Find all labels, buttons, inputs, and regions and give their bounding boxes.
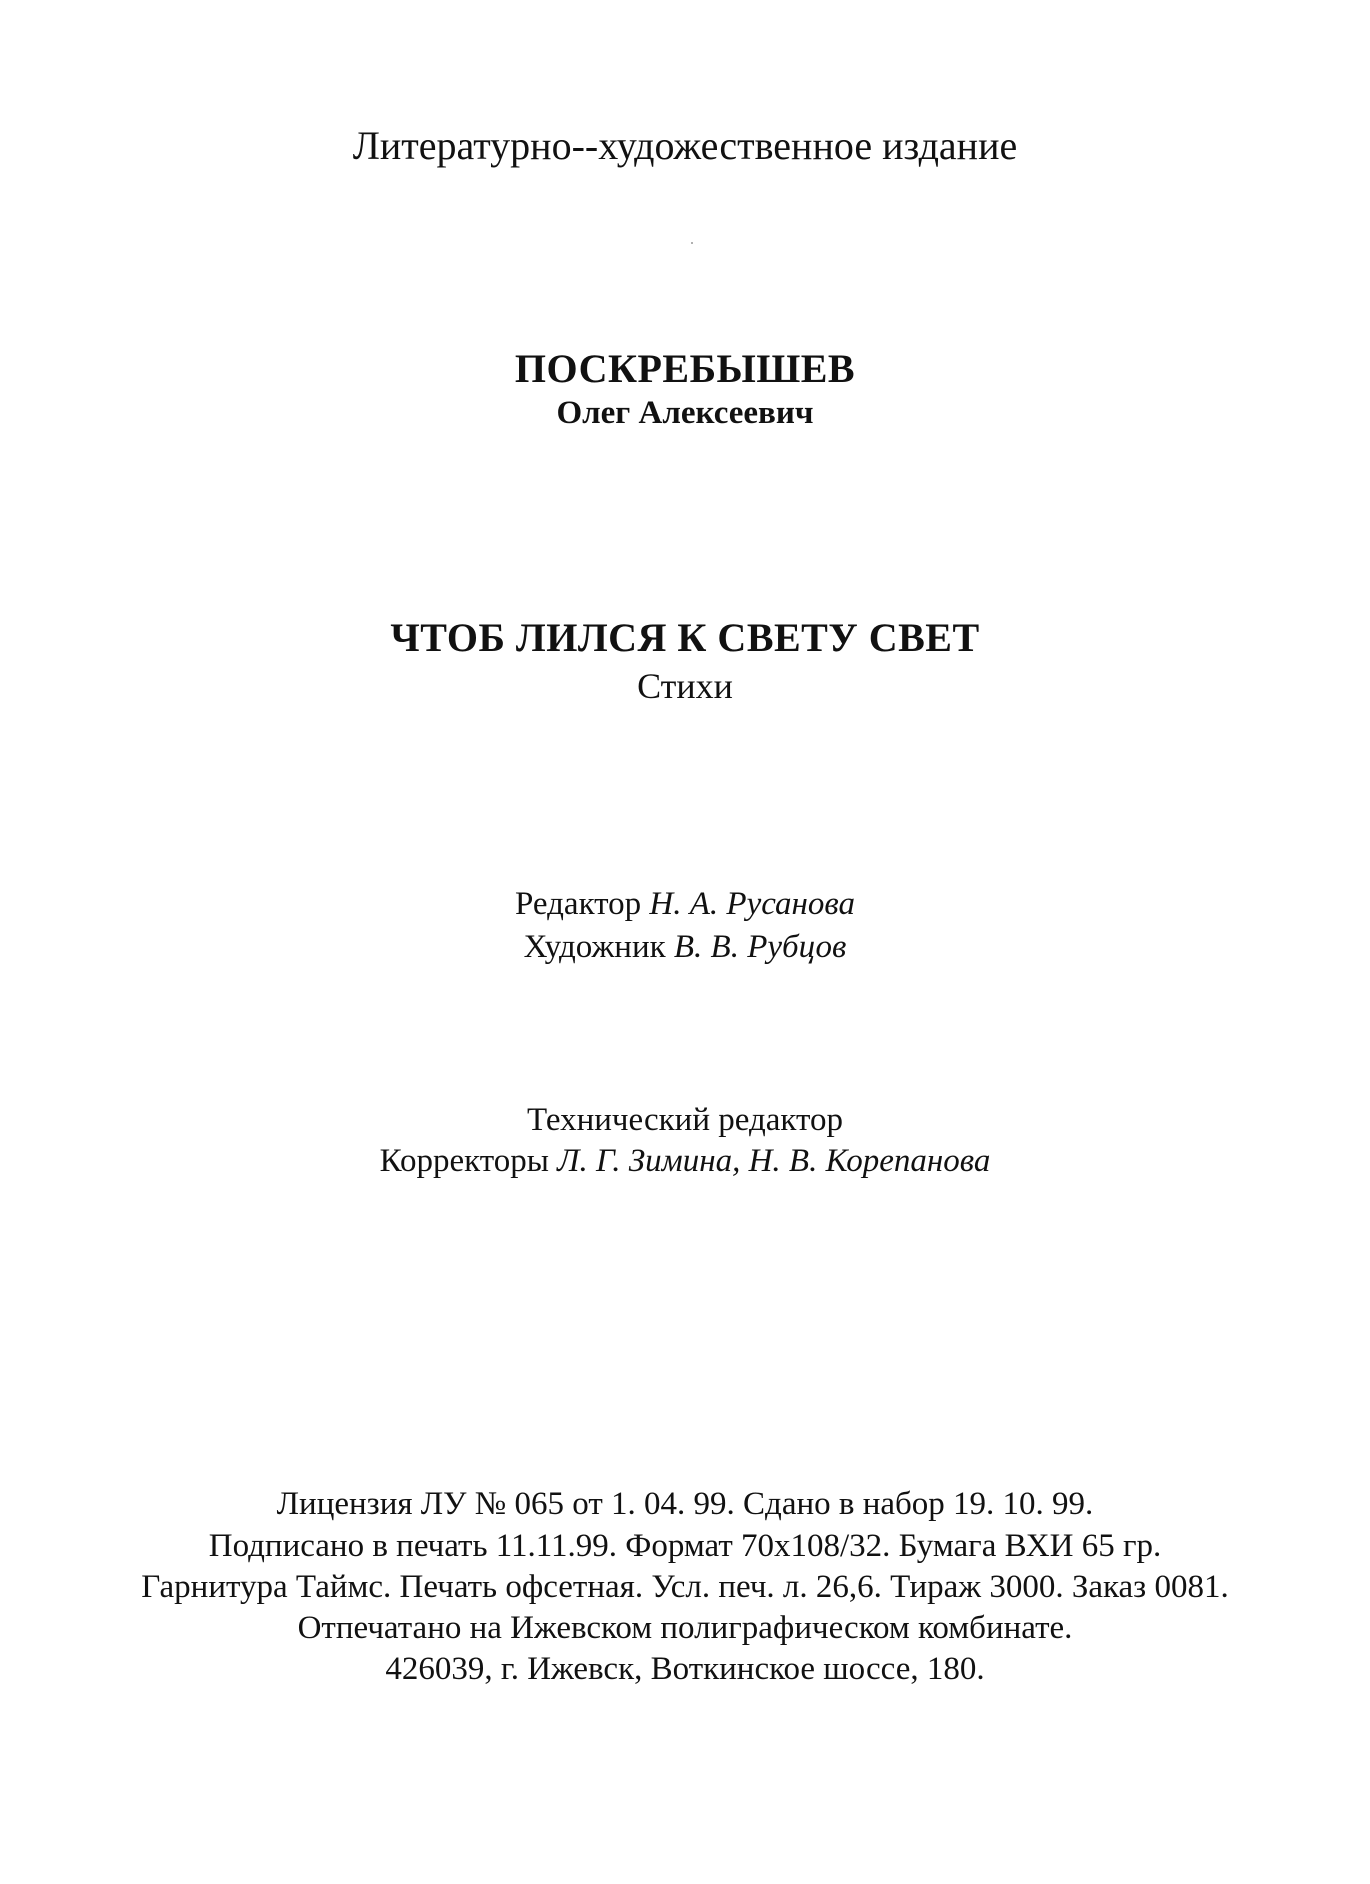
artist-label: Художник bbox=[523, 929, 666, 965]
editor-label: Редактор bbox=[515, 886, 642, 922]
artist-credit bbox=[0, 931, 1370, 964]
book-genre: Стихи bbox=[637, 666, 733, 706]
book-title: ЧТОБ ЛИЛСЯ К СВЕТУ СВЕТ bbox=[390, 615, 980, 660]
proofreaders-label: Корректоры bbox=[379, 1143, 549, 1179]
imprint-line: 426039, г. Ижевск, Воткинское шоссе, 180. bbox=[385, 1651, 985, 1687]
author-name: Олег Алексеевич bbox=[556, 395, 814, 431]
edition-type: Литературно--художественное издание bbox=[352, 123, 1018, 168]
imprint-line: Подписано в печать 11.11.99. Формат 70х108/32. Бумага ВХИ 65 гр. bbox=[208, 1528, 1162, 1564]
imprint-line: Лицензия ЛУ № 065 от 1. 04. 99. Сдано в набор 19. 10. 99. bbox=[276, 1486, 1094, 1522]
proofreaders-names: Л. Г. Зимина, Н. В. Корепанова bbox=[557, 1143, 991, 1179]
print-speck bbox=[691, 242, 693, 244]
imprint-line: Отпечатано на Ижевском полиграфическом комбинате. bbox=[297, 1610, 1073, 1646]
editor-name: Н. А. Русанова bbox=[649, 886, 855, 922]
author-surname: ПОСКРЕБЫШЕВ bbox=[514, 346, 856, 391]
imprint-line: Гарнитура Таймс. Печать офсетная. Усл. печ. л. 26,6. Тираж 3000. Заказ 0081. bbox=[141, 1569, 1229, 1605]
proofreaders-credit bbox=[0, 1145, 1370, 1178]
editor-credit bbox=[0, 888, 1370, 921]
artist-name: В. В. Рубцов bbox=[673, 929, 847, 965]
tech-editor-credit: Технический редактор bbox=[527, 1102, 843, 1138]
